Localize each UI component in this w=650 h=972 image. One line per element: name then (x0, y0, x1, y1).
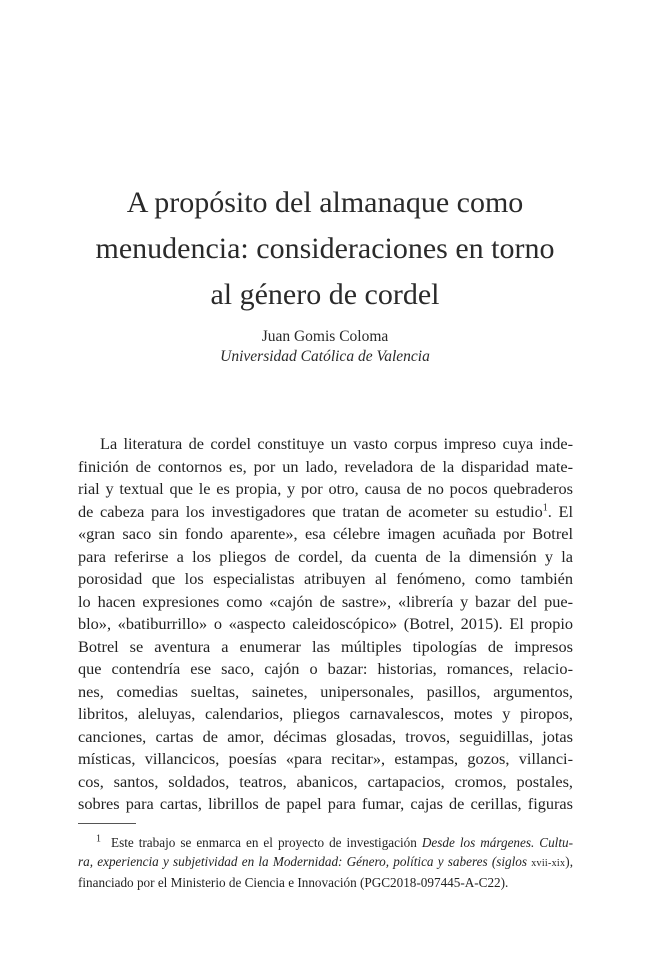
chapter-title (60, 180, 590, 318)
body-line: libritos, aleluyas, calendarios, pliegos carnavalescos, motes y piropos, (78, 704, 573, 723)
body-line: místicas, villancicos, poesías «para recitar», estampas, gozos, villanci- (78, 749, 573, 768)
footnote-line (78, 833, 573, 852)
footnote-line: financiado por el Ministerio de Ciencia e Innovación (PGC2018-097445-A-C22). (78, 875, 509, 890)
body-line: sobres para cartas, librillos de papel para fumar, cajas de cerillas, figuras (78, 794, 573, 813)
body-line: La literatura de cordel constituye un vasto corpus impreso cuya inde- (100, 434, 573, 453)
footnote-reference[interactable]: 1 (542, 502, 548, 514)
body-line: «gran saco sin fondo aparente», esa célebre imagen acuñada por Botrel (78, 524, 573, 543)
title-line: A propósito del almanaque como (126, 186, 524, 219)
footnote-text: Este trabajo se enmarca en el proyecto de investigación (111, 835, 422, 850)
body-line: lo hacen expresiones como «cajón de sastre», «librería y bazar del pue- (78, 591, 573, 611)
footnote (78, 833, 573, 892)
footnote-centuries: xvii-xix (531, 858, 566, 869)
body-line-text: . El (547, 501, 573, 521)
title-line: al género de cordel (210, 278, 440, 311)
body-line: Botrel se aventura a enumerar las múltiples tipologías de impresos (78, 636, 573, 656)
body-line: porosidad que los especialistas atribuyen al fenómeno, como también (78, 569, 573, 588)
body-line: nes, comedias sueltas, sainetes, unipersonales, pasillos, argumentos, (78, 681, 573, 701)
footnote-text: ), (565, 854, 573, 869)
author-affiliation: Universidad Católica de Valencia (220, 348, 430, 365)
footnote-project-title: Desde los márgenes. Cultu- (421, 835, 573, 850)
title-line: menudencia: consideraciones en torno (95, 232, 555, 265)
body-line (78, 501, 573, 524)
body-text (78, 433, 573, 816)
body-line: rial y textual que le es propia, y por otro, causa de no pocos quebraderos (78, 479, 573, 498)
body-line-text: de cabeza para los investigadores que tratan de acometer su estudio (78, 501, 543, 521)
body-line: finición de contornos es, por un lado, reveladora de la disparidad mate- (78, 456, 573, 476)
author-name: Juan Gomis Coloma (261, 328, 389, 345)
body-line: canciones, cartas de amor, décimas glosadas, trovos, seguidillas, jotas (78, 726, 573, 746)
footnote-project-title: ra, experiencia y subjetividad en la Modernidad: Género, política y saberes (siglos (78, 854, 532, 869)
body-line: que contendría ese saco, cajón o bazar: historias, romances, relacio- (78, 659, 573, 678)
footnote-divider (78, 823, 136, 824)
body-line: cos, santos, soldados, teatros, abanicos, cartapacios, cromos, postales, (78, 771, 573, 791)
footnote-number: 1 (96, 833, 101, 845)
footnote-line (78, 852, 573, 873)
body-line: blo», «batiburrillo» o «aspecto caleidoscópico» (Botrel, 2015). El propio (78, 614, 573, 633)
body-line: para referirse a los pliegos de cordel, da cuenta de la dimensión y la (78, 546, 573, 566)
